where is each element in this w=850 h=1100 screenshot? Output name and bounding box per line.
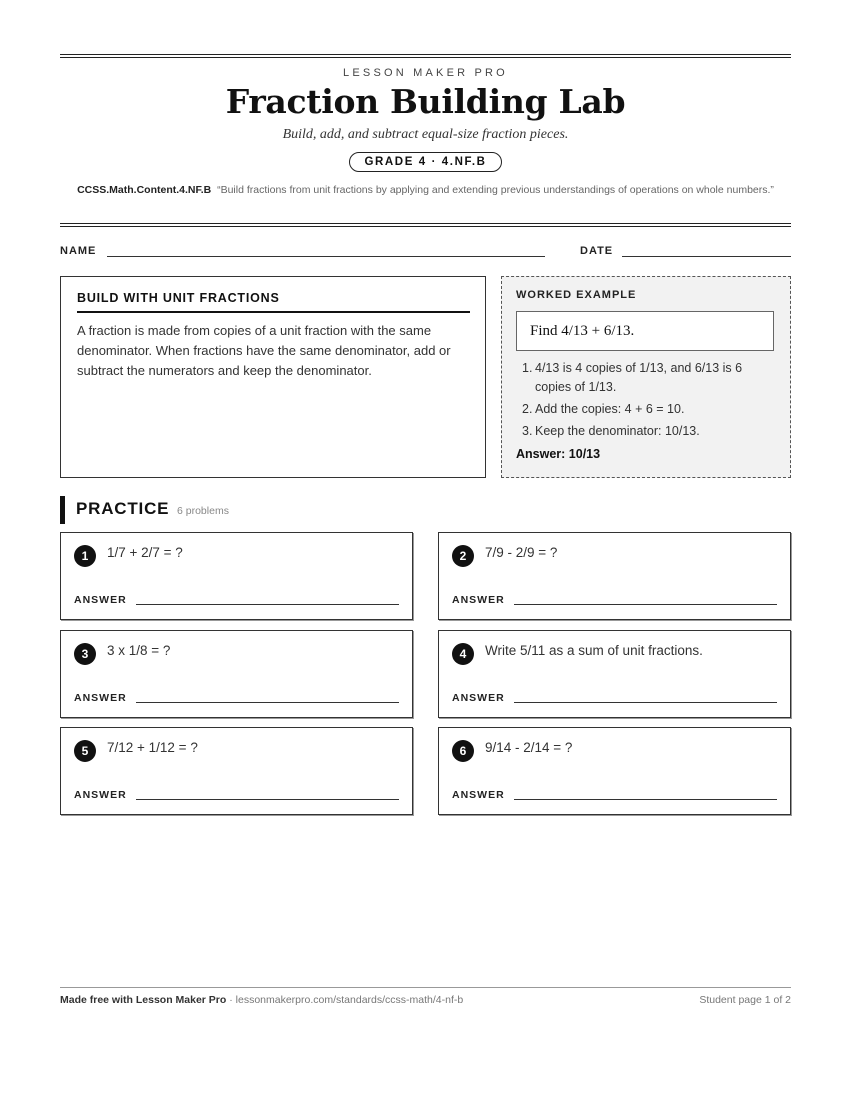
footer-credit [60,994,463,1006]
footer-rule [60,987,791,988]
header-top-rule [60,54,791,58]
worksheet-page [60,0,791,1100]
page-subtitle: Build, add, and subtract equal-size fraction pieces. [282,127,569,142]
problem-number-badge: 1 [74,545,96,567]
problem-question: 1/7 + 2/7 = ? [107,545,183,560]
answer-label: ANSWER [452,789,505,801]
problem-number-badge: 5 [74,740,96,762]
standard-code: CCSS.Math.Content.4.NF.B [77,184,212,196]
practice-count: 6 problems [177,505,229,517]
example-step: 2. Add the copies: 4 + 6 = 10. [522,402,685,416]
name-field[interactable] [107,256,545,257]
date-field[interactable] [622,256,791,257]
problem-question: 7/9 - 2/9 = ? [485,545,558,560]
problem-question: Write 5/11 as a sum of unit fractions. [485,643,703,658]
date-label: DATE [580,245,614,257]
problem-question: 3 x 1/8 = ? [107,643,171,658]
worked-example [501,276,791,478]
practice-title: PRACTICE [76,499,170,518]
footer-link[interactable]: · lessonmakerpro.com/standards/ccss-math/4-nf-b [226,994,464,1006]
problem-number-badge: 6 [452,740,474,762]
answer-label: ANSWER [74,594,127,606]
build-section-text: A fraction is made from copies of a unit fraction with the same denominator. When fractions have the same denominator, add or subtract the numerators and keep the denominator. [77,323,451,378]
answer-line[interactable] [514,604,777,605]
footer-made-with: Made free with Lesson Maker Pro [60,994,227,1006]
answer-line[interactable] [514,702,777,703]
build-section [60,276,486,478]
problem-card [60,630,413,718]
answer-label: ANSWER [74,692,127,704]
grade-badge: GRADE 4 · 4.NF.B [349,152,501,172]
footer-page-number: Student page 1 of 2 [699,994,791,1006]
answer-line[interactable] [136,702,399,703]
worked-example-steps [516,359,778,444]
worked-example-title: WORKED EXAMPLE [516,289,637,301]
page-title: Fraction Building Lab [225,82,626,121]
header-bottom-rule [60,223,791,227]
answer-line[interactable] [136,799,399,800]
build-section-title: BUILD WITH UNIT FRACTIONS [77,291,470,313]
problem-card [60,727,413,815]
problem-card [438,727,791,815]
name-label: NAME [60,245,97,257]
problem-question: 7/12 + 1/12 = ? [107,740,198,755]
worked-example-problem-box [516,311,774,351]
problem-question: 9/14 - 2/14 = ? [485,740,573,755]
brand-name: LESSON MAKER PRO [343,67,508,79]
answer-label: ANSWER [74,789,127,801]
problem-card [438,532,791,620]
example-step: 3. Keep the denominator: 10/13. [522,424,700,438]
answer-label: ANSWER [452,692,505,704]
problem-card [438,630,791,718]
problem-number-badge: 4 [452,643,474,665]
answer-line[interactable] [514,799,777,800]
problem-number-badge: 2 [452,545,474,567]
practice-accent-bar [60,496,65,524]
worked-example-answer: Answer: 10/13 [516,447,601,461]
problem-number-badge: 3 [74,643,96,665]
standard-text: “Build fractions from unit fractions by applying and extending previous understandings of operations on whole numbers.” [217,184,774,196]
answer-label: ANSWER [452,594,505,606]
standard-description [60,182,791,198]
problem-card [60,532,413,620]
worked-example-problem: Find 4/13 + 6/13. [530,323,635,339]
answer-line[interactable] [136,604,399,605]
example-step: 1. 4/13 is 4 copies of 1/13, and 6/13 is 6 copies of 1/13. [522,361,743,394]
